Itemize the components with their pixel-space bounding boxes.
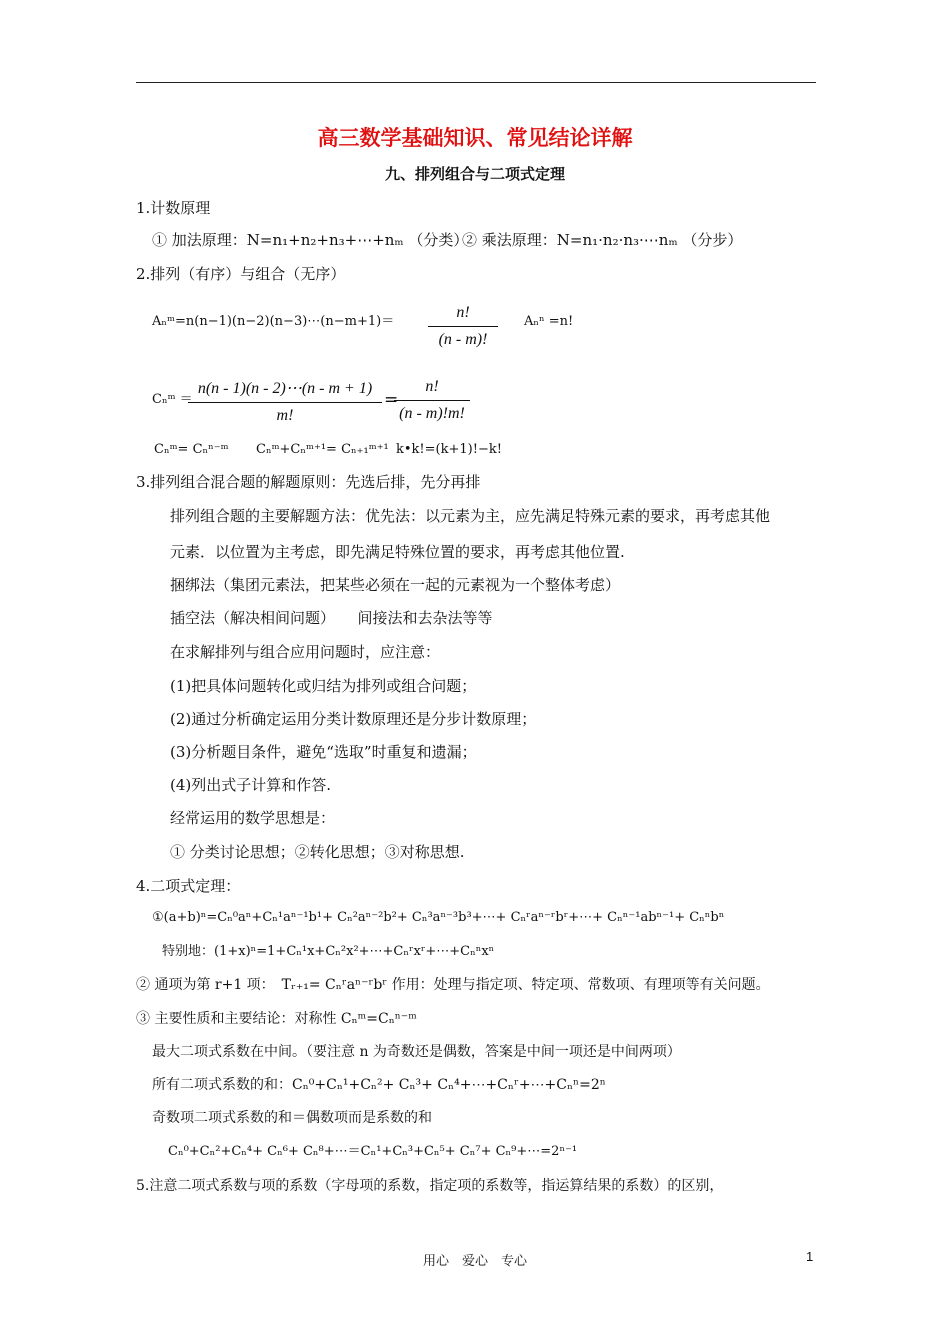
- header-rule: [136, 82, 816, 83]
- s3-paragraph-3: 捆绑法（集团元素法，把某些必须在一起的元素视为一个整体考虑）: [170, 576, 621, 594]
- permutation-fraction: [428, 304, 498, 349]
- s3-item-3: (3)分析题目条件，避免“选取”时重复和遗漏；: [170, 743, 477, 761]
- s3-paragraph-7: ① 分类讨论思想；②转化思想；③对称思想.: [170, 843, 465, 861]
- s3-paragraph-2: 元素．以位置为主考虑，即先满足特殊位置的要求，再考虑其他位置.: [170, 543, 625, 561]
- s3-item-2: (2)通过分析确定运用分类计数原理还是分步计数原理；: [170, 710, 537, 728]
- multiplication-principle: ② 乘法原理：N=n₁·n₂·n₃·⋯nₘ （分步）: [462, 231, 743, 249]
- main-properties: ③ 主要性质和主要结论：对称性 Cₙᵐ=Cₙⁿ⁻ᵐ: [136, 1011, 417, 1027]
- section-5-heading: 5.注意二项式系数与项的系数（字母项的系数，指定项的系数等，指运算结果的系数）的区别，: [136, 1178, 724, 1194]
- page-footer: 用心 爱心 专心: [422, 1254, 527, 1269]
- s3-item-4: (4)列出式子计算和作答.: [170, 776, 332, 794]
- sum-of-coefficients: 所有二项式系数的和：Cₙ⁰+Cₙ¹+Cₙ²+ Cₙ³+ Cₙ⁴+⋯+Cₙʳ+⋯+Cₙⁿ=2ⁿ: [152, 1077, 606, 1093]
- addition-principle: ① 加法原理：N=n₁+n₂+n₃+⋯+nₘ （分类）: [152, 231, 469, 249]
- combination-numerator-1: n(n - 1)(n - 2)⋯(n - m + 1): [197, 380, 373, 397]
- max-coefficient: 最大二项式系数在中间。（要注意 n 为奇数还是偶数，答案是中间一项还是中间两项）: [152, 1044, 681, 1060]
- s3-paragraph-6: 经常运用的数学思想是：: [170, 809, 336, 827]
- s3-paragraph-1: 排列组合题的主要解题方法：优先法：以元素为主，应先满足特殊元素的要求，再考虑其他: [170, 507, 771, 525]
- factorial-identity: k•k!=(k+1)!−k!: [396, 442, 502, 457]
- combination-symmetry: Cₙᵐ= Cₙⁿ⁻ᵐ: [154, 442, 229, 457]
- section-4-heading: 4.二项式定理：: [136, 877, 241, 895]
- s3-paragraph-5: 在求解排列与组合应用问题时，应注意：: [170, 643, 441, 661]
- combination-denominator-2: (n - m)!m!: [394, 400, 470, 423]
- s3-item-1: (1)把具体问题转化或归结为排列或组合问题；: [170, 677, 477, 695]
- combination-fraction-2: [394, 378, 470, 423]
- combination-denominator-1: m!: [188, 402, 382, 425]
- combination-formula-lhs: Cₙᵐ ＝: [152, 392, 193, 407]
- section-subtitle: 九、排列组合与二项式定理: [384, 165, 565, 183]
- binomial-special-case: 特别地：(1+x)ⁿ=1+Cₙ¹x+Cₙ²x²+⋯+Cₙʳxʳ+⋯+Cₙⁿxⁿ: [162, 944, 495, 959]
- section-3-heading: 3.排列组合混合题的解题原则：先选后排，先分再排: [136, 473, 481, 491]
- odd-even-formula: Cₙ⁰+Cₙ²+Cₙ⁴+ Cₙ⁶+ Cₙ⁸+⋯＝Cₙ¹+Cₙ³+Cₙ⁵+ Cₙ⁷+ Cₙ⁹+⋯=2ⁿ⁻¹: [168, 1144, 578, 1159]
- equals-sign: =: [384, 390, 399, 410]
- pascal-identity: Cₙᵐ+Cₙᵐ⁺¹= Cₙ₊₁ᵐ⁺¹: [256, 442, 389, 457]
- binomial-theorem: ①(a+b)ⁿ=Cₙ⁰aⁿ+Cₙ¹aⁿ⁻¹b¹+ Cₙ²aⁿ⁻²b²+ Cₙ³aⁿ⁻³b³+⋯+ Cₙʳaⁿ⁻ʳbʳ+⋯+ Cₙⁿ⁻¹abⁿ⁻¹+ Cₙⁿbⁿ: [152, 910, 725, 925]
- s3-paragraph-4: 插空法（解决相间问题） 间接法和去杂法等等: [170, 609, 493, 627]
- combination-fraction-1: [188, 378, 382, 425]
- permutation-denominator: (n - m)!: [428, 326, 498, 349]
- full-permutation: Aₙⁿ =n!: [524, 314, 574, 329]
- combination-numerator-2: n!: [425, 378, 439, 395]
- general-term: ② 通项为第 r+1 项： Tᵣ₊₁= Cₙʳaⁿ⁻ʳbʳ 作用：处理与指定项、特定项、常数项、有理项等有关问题。: [136, 977, 770, 993]
- section-1-heading: 1.计数原理: [136, 199, 211, 217]
- section-2-heading: 2.排列（有序）与组合（无序）: [136, 265, 346, 283]
- odd-even-statement: 奇数项二项式系数的和＝偶数项而是系数的和: [152, 1110, 432, 1126]
- page-number: 1: [806, 1249, 814, 1264]
- permutation-formula-lhs: Aₙᵐ=n(n−1)(n−2)(n−3)⋯(n−m+1)＝: [152, 314, 395, 329]
- permutation-numerator: n!: [456, 304, 470, 321]
- page-title: 高三数学基础知识、常见结论详解: [317, 126, 633, 150]
